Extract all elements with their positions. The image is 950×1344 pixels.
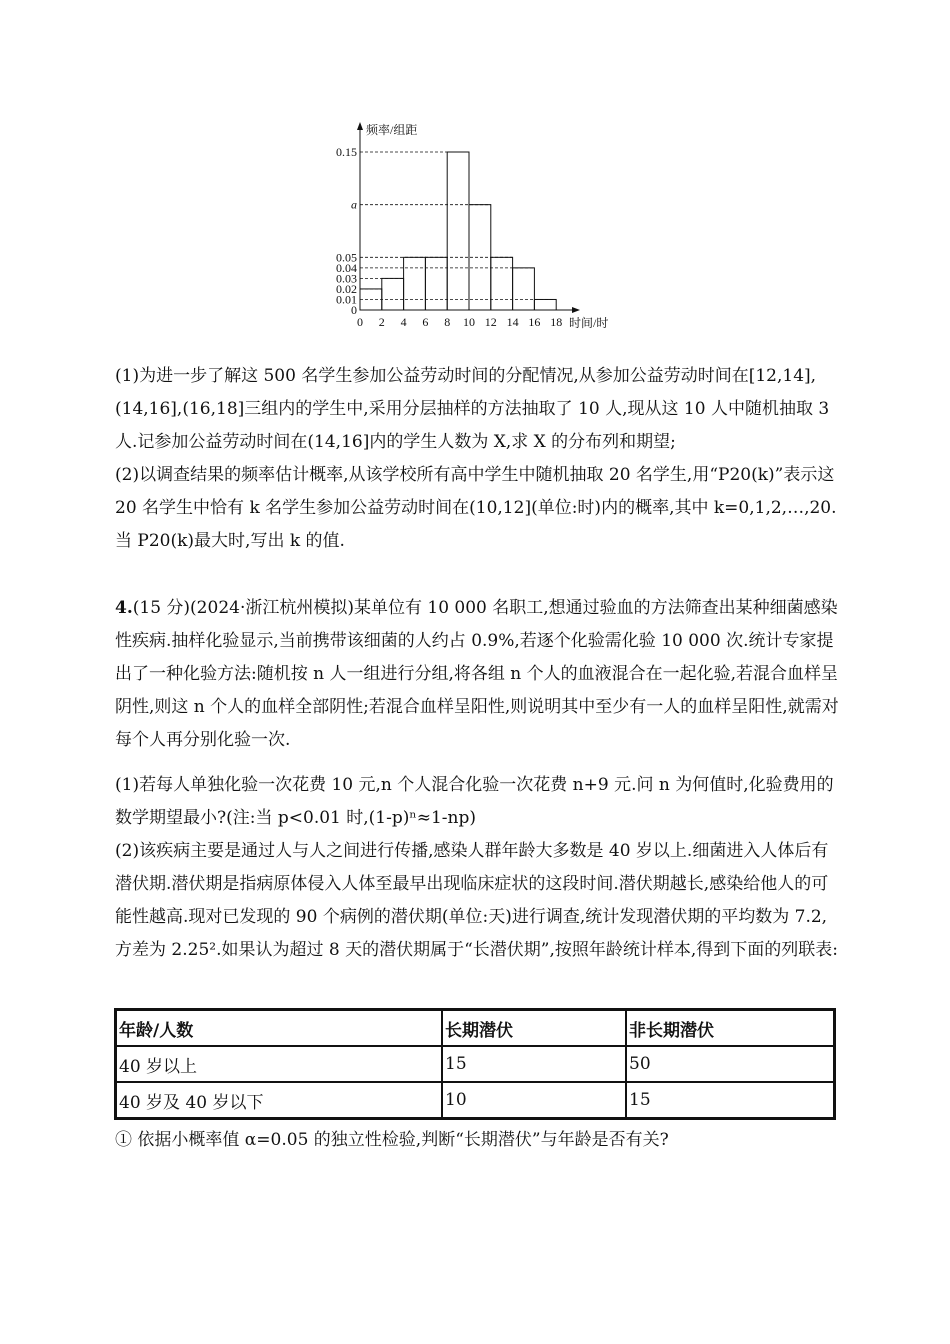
y-tick-label: 0 bbox=[351, 303, 357, 317]
table-cell: 15 bbox=[626, 1082, 835, 1119]
histogram-bar bbox=[534, 299, 556, 310]
histogram-y-ticks bbox=[336, 145, 357, 317]
y-tick-label: 0.04 bbox=[336, 260, 357, 275]
x-tick-label: 6 bbox=[422, 315, 429, 329]
histogram-bar bbox=[425, 257, 447, 310]
header-age: 年龄/人数 bbox=[116, 1010, 443, 1047]
histogram-bar bbox=[513, 268, 535, 310]
histogram-bar bbox=[382, 278, 404, 310]
histogram-dashed-guides bbox=[360, 152, 556, 299]
table-row bbox=[116, 1046, 835, 1082]
y-tick-label: 0.01 bbox=[336, 292, 357, 307]
x-tick-label: 12 bbox=[484, 315, 497, 329]
x-tick-label: 0 bbox=[357, 315, 363, 329]
frequency-histogram bbox=[320, 118, 630, 340]
histogram-x-ticks bbox=[357, 315, 562, 329]
histogram-bar bbox=[404, 257, 426, 310]
histogram-bar bbox=[491, 257, 513, 310]
q4-intro-text: 4.(15 分)(2024·浙江杭州模拟)某单位有 10 000 名职工,想通过验血的方法筛查出某种细菌感染性疾病.抽样化验显示,当前携带该细菌的人约占 0.9%,若逐个化验需化验 10 000 次.统计专家提出了一种化验方法:随机按 n 人一组进行分组,将各组 n 个人的血液混合在一起化验,若混合血样呈阴性,则这 n 个人的血样全部阴性;若混合血样呈阳性,则说明其中至少有一人的血样呈阳性,就需对每个人再分别化验一次. bbox=[115, 598, 839, 750]
q4-number: 4. bbox=[115, 598, 133, 618]
histogram-bar bbox=[447, 152, 469, 310]
table-cell: 40 岁以上 bbox=[116, 1046, 443, 1082]
table-cell: 15 bbox=[442, 1046, 626, 1082]
x-tick-label: 18 bbox=[550, 315, 563, 329]
x-tick-label: 16 bbox=[528, 315, 541, 329]
x-tick-label: 4 bbox=[400, 315, 407, 329]
histogram-axes bbox=[357, 122, 608, 330]
header-not-long: 非长期潜伏 bbox=[626, 1010, 835, 1047]
y-tick-label: 0.02 bbox=[336, 281, 357, 296]
x-tick-label: 10 bbox=[463, 315, 475, 329]
table-cell: 50 bbox=[626, 1046, 835, 1082]
q3-part1-text: (1)为进一步了解这 500 名学生参加公益劳动时间的分配情况,从参加公益劳动时间在[12,14],(14,16],(16,18]三组内的学生中,采用分层抽样的方法抽取了 10 人,现从这 10 人中随机抽取 3 人.记参加公益劳动时间在(14,16]内的学生人数为 X,求 X 的分布列和期望; bbox=[115, 366, 830, 452]
q3-part2-text: (2)以调查结果的频率估计概率,从该学校所有高中学生中随机抽取 20 名学生,用“P20(k)”表示这 20 名学生中恰有 k 名学生参加公益劳动时间在(10,12](单位:时)内的概率,其中 k=0,1,2,…,20.当 P20(k)最大时,写出 k 的值. bbox=[115, 465, 837, 551]
y-tick-label: 0.15 bbox=[336, 145, 357, 159]
table-cell: 10 bbox=[442, 1082, 626, 1119]
q4-part2-text: (2)该疾病主要是通过人与人之间进行传播,感染人群年龄大多数是 40 岁以上.细菌进入人体后有潜伏期.潜伏期是指病原体侵入人体至最早出现临床症状的这段时间.潜伏期越长,感染给他人的可能性越高.现对已发现的 90 个病例的潜伏期(单位:天)进行调查,统计发现潜伏期的平均数为 7.2,方差为 2.25².如果认为超过 8 天的潜伏期属于“长潜伏期”,按照年龄统计样本,得到下面的列联表: bbox=[115, 841, 839, 960]
y-tick-label: a bbox=[351, 197, 357, 212]
y-tick-label: 0.05 bbox=[336, 250, 357, 265]
histogram-bars bbox=[360, 152, 556, 310]
q4-part1-text: (1)若每人单独化验一次花费 10 元,n 个人混合化验一次花费 n+9 元.问 n 为何值时,化验费用的数学期望最小?(注:当 p<0.01 时,(1-p)ⁿ≈1-np) bbox=[115, 775, 834, 828]
table-cell: 40 岁及 40 岁以下 bbox=[116, 1082, 443, 1119]
table-row bbox=[116, 1082, 835, 1119]
x-tick-label: 2 bbox=[378, 315, 385, 329]
x-axis-title: 时间/时 bbox=[569, 316, 609, 330]
table-header-row bbox=[116, 1010, 835, 1047]
y-axis-title: 频率/组距 bbox=[366, 123, 418, 137]
q4-sub1-text: ① 依据小概率值 α=0.05 的独立性检验,判断“长期潜伏”与年龄是否有关? bbox=[115, 1130, 669, 1150]
header-long: 长期潜伏 bbox=[442, 1010, 626, 1047]
x-tick-label: 8 bbox=[444, 315, 451, 329]
x-axis-arrow bbox=[572, 307, 580, 313]
y-tick-label: 0.03 bbox=[336, 271, 357, 286]
contingency-table bbox=[114, 1008, 836, 1120]
y-axis-arrow bbox=[357, 122, 363, 130]
x-tick-label: 14 bbox=[506, 315, 519, 329]
